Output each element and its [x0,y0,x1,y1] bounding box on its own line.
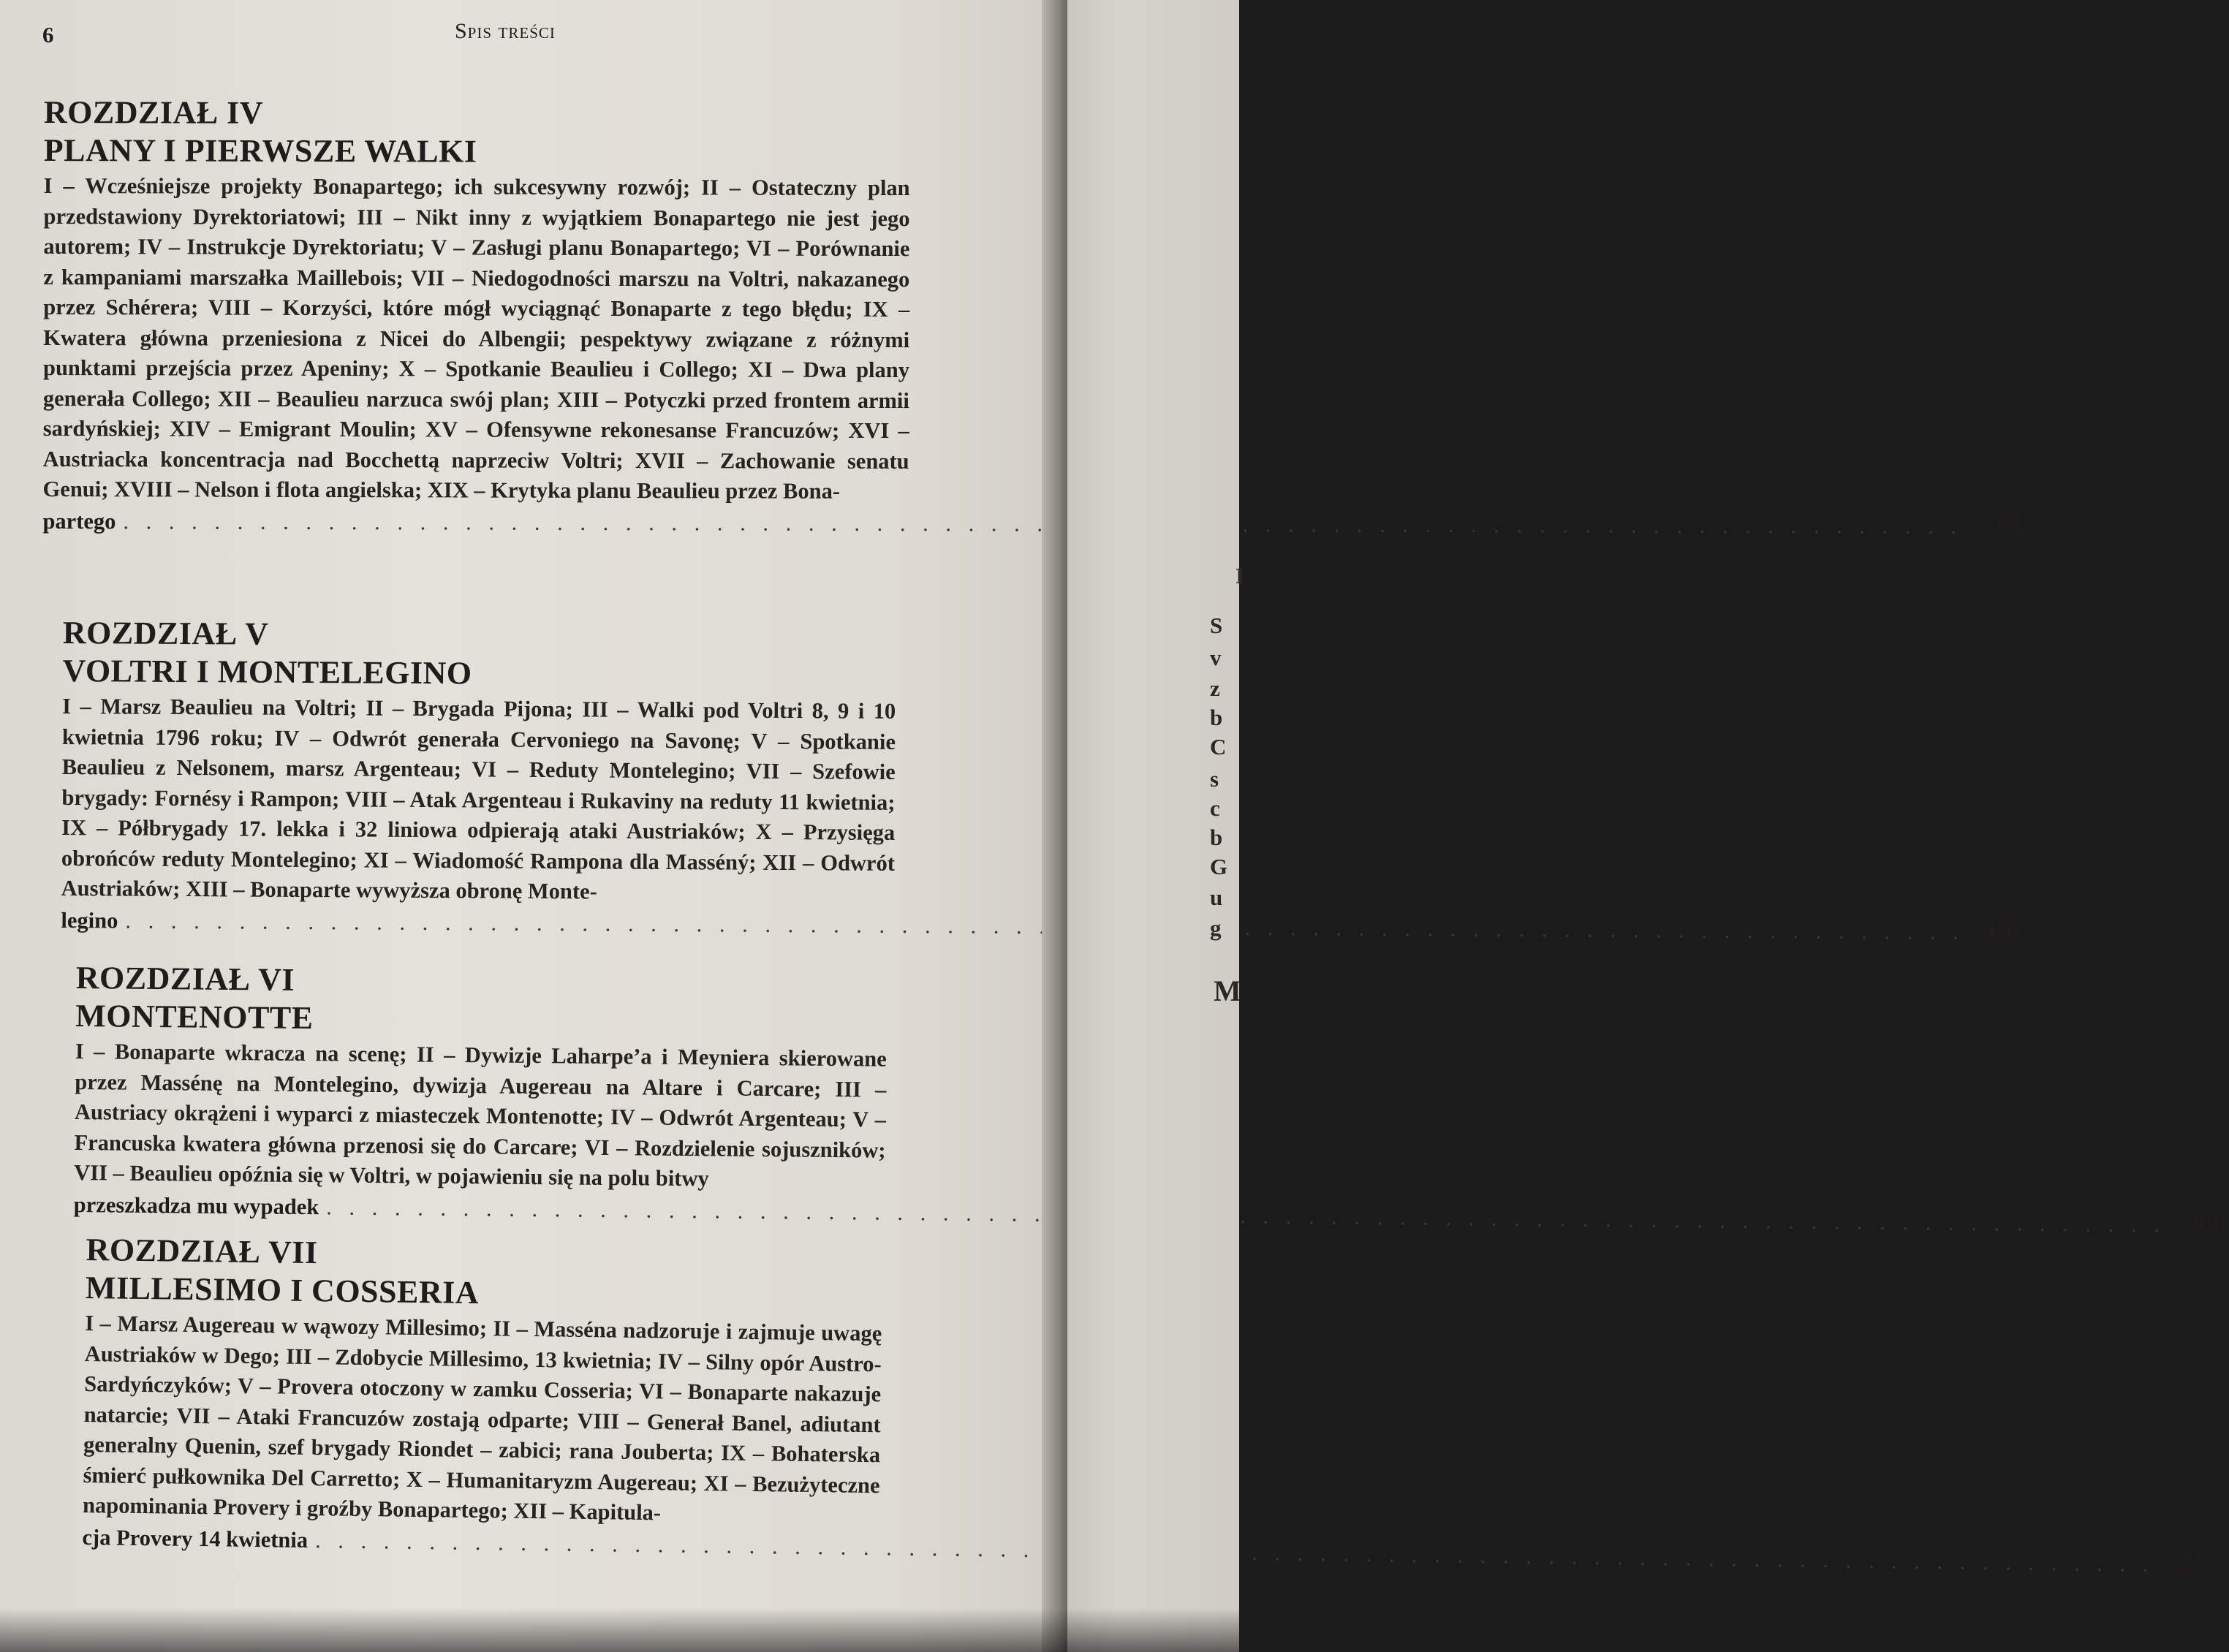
summary-last-line: partego [42,508,116,534]
summary-last-line: cja Provery 14 kwietnia [82,1524,309,1553]
facing-page-fragment: b [1210,825,1223,850]
chapter-entry [61,614,2026,946]
chapter-title: MILLESIMO I COSSERIA [85,1269,480,1311]
facing-page-fragment: I [1235,563,1245,588]
toc-leader-row [61,903,2026,946]
summary-last-line: legino [61,907,118,933]
page-reference: 209 [2185,1208,2227,1239]
page-number: 6 [42,22,54,48]
toc-leader-row [42,504,2024,540]
chapter-entry [82,1231,2216,1579]
page-reference: 223 [2174,1547,2216,1579]
dot-leader [326,1192,2165,1240]
facing-page-fragment: G [1210,854,1228,879]
chapter-label: ROZDZIAŁ VII [86,1231,318,1271]
chapter-label: ROZDZIAŁ IV [43,94,264,131]
running-head: Spis treści [455,19,556,43]
facing-page-fragment: u [1210,884,1223,910]
facing-page-fragment: b [1210,705,1223,730]
facing-page-fragment: g [1210,915,1222,941]
chapter-entry [42,94,2024,540]
chapter-summary: I – Bonaparte wkracza na scenę; II – Dywizje Laharpe’a i Meyniera skierowane przez Massénę na Montelegino, dywizja Augereau na Altare i Carcare; III – Austriacy okrążeni i wyparci z miasteczek Montenotte; IV – Odwrót Argenteau; V – Francuska kwatera główna przenosi się do Carcare; VI – Rozdzielenie sojuszników; VII – Beaulieu opóźnia się w Voltri, w pojawieniu się na polu bitwy [74,1038,887,1191]
facing-page-fragment: M [1214,974,1241,1007]
chapter-summary: I – Marsz Augereau w wąwozy Millesimo; II – Masséna nadzoruje i zajmuje uwagę Austriaków w Dego; III – Zdobycie Millesimo, 13 kwietnia; IV – Silny opór Austro-Sardyńczyków; V – Provera otoczony w zamku Cosseria; VI – Bonaparte nakazuje natarcie; VII – Ataki Francuzów zostają odparte; VIII – Generał Banel, adiutant generalny Quenin, szef brygady Riondet – zabici; rana Jouberta; IX – Bohaterska śmierć pułkownika Del Carretto; X – Humanitaryzm Augereau; XI – Bezużyteczne napominania Provery i groźby Bonapartego; XII – Kapitula- [82,1310,882,1526]
chapter-label: ROZDZIAŁ V [62,615,269,652]
toc-leader-row [73,1188,2227,1239]
facing-page-edge [1067,0,1245,1652]
chapter-title: VOLTRI I MONTELEGINO [62,652,472,692]
facing-page-fragment: s [1210,766,1219,792]
facing-page-fragment: S [1210,613,1223,638]
page-reference: 163 [1982,509,2024,540]
facing-page-fragment: C [1210,734,1227,759]
chapter-summary: I – Marsz Beaulieu na Voltri; II – Brygada Pijona; III – Walki pod Voltri 8, 9 i 10 kwietnia 1796 roku; IV – Odwrót generała Cervoniego na Savonę; V – Spotkanie Beaulieu z Nelsonem, marsz Argenteau; VI – Reduty Montelegino; VII – Szefowie brygady: Fornésy i Rampon; VIII – Atak Argenteau i Rukaviny na reduty 11 kwietnia; IX – Półbrygady 17. lekka i 32 liniowa odpierają ataki Austriaków; X – Przysięga obrońców reduty Montelegino; XI – Wiadomość Rampona dla Masséný; XII – Odwrót Austriaków; XIII – Bonaparte wywyższa obronę Monte- [61,693,896,904]
chapter-label: ROZDZIAŁ VI [75,960,295,998]
chapter-title: MONTENOTTE [75,997,314,1037]
chapter-entry [73,959,2227,1239]
chapter-summary: I – Wcześniejsze projekty Bonapartego; ich sukcesywny rozwój; II – Ostateczny plan przedstawiony Dyrektoriatowi; III – Nikt inny z wyjątkiem Bonapartego nie jest jego autorem; IV – Instrukcje Dyrektoriatu; V – Zasługi planu Bonapartego; VI – Porównanie z kampaniami marszałka Maillebois; VII – Niedogodności marszu na Voltri, nakazanego przez Schérera; VIII – Korzyści, które mógł wyciągnąć Bonaparte z tego błędu; IX – Kwatera główna przeniesiona z Nicei do Albengii; pespektywy związane z różnymi punktami przejścia przez Apeniny; X – Spotkanie Beaulieu i Collego; XI – Dwa plany generała Collego; XII – Beaulieu narzuca swój plan; XIII – Potyczki przed frontem armii sardyńskiej; XIV – Emigrant Moulin; XV – Ofensywne rekonesanse Francuzów; XVI – Austriacka koncentracja nad Bocchettą naprzeciw Voltri; XVII – Zachowanie senatu Genui; XVIII – Nelson i flota angielska; XIX – Krytyka planu Beaulieu przez Bona- [42,173,910,504]
facing-page-fragment: c [1210,795,1220,821]
facing-page-fragment: z [1210,675,1220,701]
summary-last-line: przeszkadza mu wypadek [73,1191,319,1219]
page-reference: 191 [1984,915,2026,946]
bottom-shadow [0,1608,1239,1652]
book-gutter-shadow [1042,0,1071,1652]
facing-page-fragment: v [1210,645,1222,670]
chapter-title: PLANY I PIERWSZE WALKI [43,132,477,170]
